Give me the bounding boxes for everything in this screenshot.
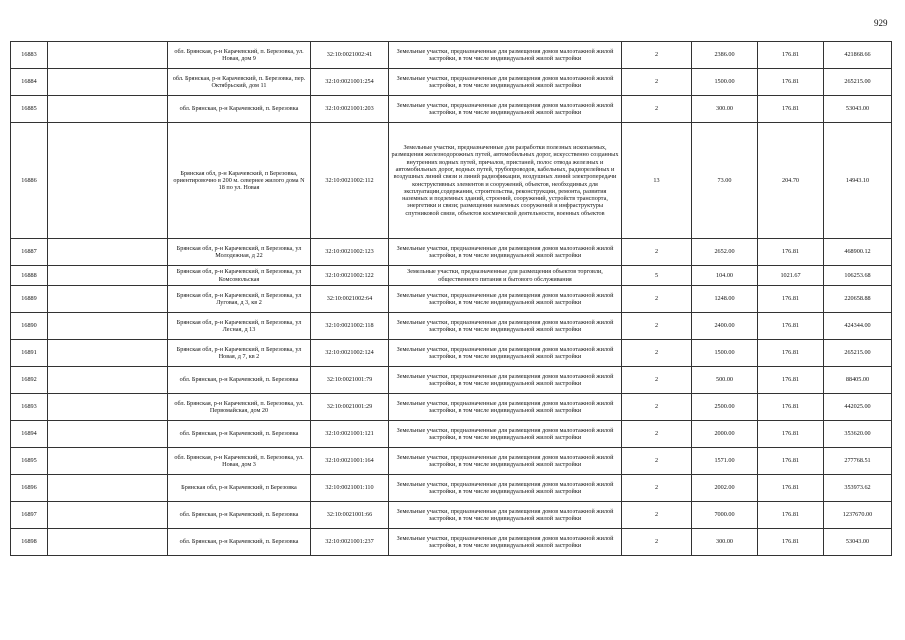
land-purpose-cell: Земельные участки, предназначенные для размещения домов малоэтажной жилой застройки, в том числе индивидуальной жилой застройки (389, 313, 622, 340)
cadastral-number-cell: 32:10:0021002:124 (311, 340, 389, 367)
address-cell: обл. Брянская, р-н Карачевский, п. Березовка (168, 96, 311, 123)
rate-cell: 204.70 (758, 123, 824, 239)
address-cell: обл. Брянская, р-н Карачевский, п. Березовка (168, 502, 311, 529)
rate-cell: 176.81 (758, 475, 824, 502)
cadastral-value-cell: 353973.62 (824, 475, 892, 502)
cadastral-number-cell: 32:10:0021001:29 (311, 394, 389, 421)
land-purpose-cell: Земельные участки, предназначенные для размещения домов малоэтажной жилой застройки, в том числе индивидуальной жилой застройки (389, 286, 622, 313)
address-cell: Брянская обл, р-н Карачевский, п Березовка (168, 475, 311, 502)
row-number: 16890 (11, 313, 48, 340)
table-row (11, 448, 892, 475)
cadastral-number-cell: 32:10:0021001:254 (311, 69, 389, 96)
address-cell: Брянская обл, р-н Карачевский, п Березовка, ул Лесная, д 13 (168, 313, 311, 340)
category-code-cell: 2 (622, 448, 692, 475)
table-row (11, 69, 892, 96)
table-row (11, 475, 892, 502)
empty-cell (48, 340, 168, 367)
land-purpose-cell: Земельные участки, предназначенные для размещения домов малоэтажной жилой застройки, в том числе индивидуальной жилой застройки (389, 448, 622, 475)
land-purpose-cell: Земельные участки, предназначенные для размещения домов малоэтажной жилой застройки, в том числе индивидуальной жилой застройки (389, 475, 622, 502)
rate-cell: 176.81 (758, 367, 824, 394)
rate-cell: 176.81 (758, 340, 824, 367)
land-purpose-cell: Земельные участки, предназначенные для размещения домов малоэтажной жилой застройки, в том числе индивидуальной жилой застройки (389, 96, 622, 123)
area-cell: 1571.00 (692, 448, 758, 475)
category-code-cell: 2 (622, 239, 692, 266)
cadastral-number-cell: 32:10:0021002:112 (311, 123, 389, 239)
row-number: 16887 (11, 239, 48, 266)
table-body (11, 42, 892, 556)
empty-cell (48, 529, 168, 556)
address-cell: обл. Брянская, р-н Карачевский, п. Березовка (168, 367, 311, 394)
cadastral-number-cell: 32:10:0021001:79 (311, 367, 389, 394)
rate-cell: 176.81 (758, 448, 824, 475)
table-row (11, 42, 892, 69)
empty-cell (48, 502, 168, 529)
rate-cell: 176.81 (758, 69, 824, 96)
category-code-cell: 2 (622, 340, 692, 367)
row-number: 16891 (11, 340, 48, 367)
area-cell: 1500.00 (692, 69, 758, 96)
empty-cell (48, 286, 168, 313)
empty-cell (48, 69, 168, 96)
table-row (11, 421, 892, 448)
row-number: 16898 (11, 529, 48, 556)
category-code-cell: 2 (622, 96, 692, 123)
land-purpose-cell: Земельные участки, предназначенные для размещения домов малоэтажной жилой застройки, в том числе индивидуальной жилой застройки (389, 42, 622, 69)
row-number: 16889 (11, 286, 48, 313)
rate-cell: 176.81 (758, 313, 824, 340)
cadastral-value-cell: 53043.00 (824, 96, 892, 123)
area-cell: 2500.00 (692, 394, 758, 421)
cadastral-number-cell: 32:10:0021001:121 (311, 421, 389, 448)
cadastral-value-cell: 53043.00 (824, 529, 892, 556)
area-cell: 300.00 (692, 529, 758, 556)
empty-cell (48, 394, 168, 421)
category-code-cell: 2 (622, 475, 692, 502)
row-number: 16893 (11, 394, 48, 421)
address-cell: обл. Брянская, р-н Карачевский, п. Березовка, ул. Новая, дом 9 (168, 42, 311, 69)
empty-cell (48, 475, 168, 502)
land-purpose-cell: Земельные участки, предназначенные для размещения домов малоэтажной жилой застройки, в том числе индивидуальной жилой застройки (389, 367, 622, 394)
cadastral-value-cell: 442025.00 (824, 394, 892, 421)
land-purpose-cell: Земельные участки, предназначенные для размещения домов малоэтажной жилой застройки, в том числе индивидуальной жилой застройки (389, 239, 622, 266)
category-code-cell: 13 (622, 123, 692, 239)
address-cell: Брянская обл, р-н Карачевский, п Березовка, ориентировочно в 200 м. севернее жилого дома N 18 по ул. Новая (168, 123, 311, 239)
rate-cell: 1021.67 (758, 266, 824, 286)
row-number: 16894 (11, 421, 48, 448)
row-number: 16885 (11, 96, 48, 123)
address-cell: обл. Брянская, р-н Карачевский, п. Березовка, ул. Первомайская, дом 20 (168, 394, 311, 421)
address-cell: обл. Брянская, р-н Карачевский, п. Березовка (168, 529, 311, 556)
empty-cell (48, 421, 168, 448)
category-code-cell: 2 (622, 394, 692, 421)
category-code-cell: 2 (622, 69, 692, 96)
table-row (11, 529, 892, 556)
rate-cell: 176.81 (758, 239, 824, 266)
rate-cell: 176.81 (758, 502, 824, 529)
cadastral-value-cell: 421868.66 (824, 42, 892, 69)
land-purpose-cell: Земельные участки, предназначенные для размещения домов малоэтажной жилой застройки, в том числе индивидуальной жилой застройки (389, 394, 622, 421)
address-cell: обл. Брянская, р-н Карачевский, п. Березовка, ул. Новая, дом 3 (168, 448, 311, 475)
row-number: 16895 (11, 448, 48, 475)
cadastral-number-cell: 32:10:0021001:110 (311, 475, 389, 502)
cadastral-number-cell: 32:10:0021001:237 (311, 529, 389, 556)
row-number: 16884 (11, 69, 48, 96)
category-code-cell: 2 (622, 529, 692, 556)
area-cell: 1500.00 (692, 340, 758, 367)
cadastral-number-cell: 32:10:0021002:64 (311, 286, 389, 313)
table-row (11, 394, 892, 421)
rate-cell: 176.81 (758, 286, 824, 313)
table-row (11, 239, 892, 266)
table-row (11, 123, 892, 239)
category-code-cell: 2 (622, 421, 692, 448)
cadastral-number-cell: 32:10:0021001:164 (311, 448, 389, 475)
cadastral-number-cell: 32:10:0021002:118 (311, 313, 389, 340)
row-number: 16896 (11, 475, 48, 502)
land-registry-table (10, 41, 892, 556)
category-code-cell: 2 (622, 42, 692, 69)
land-purpose-cell: Земельные участки, предназначенные для размещения домов малоэтажной жилой застройки, в том числе индивидуальной жилой застройки (389, 502, 622, 529)
rate-cell: 176.81 (758, 529, 824, 556)
cadastral-number-cell: 32:10:0021001:66 (311, 502, 389, 529)
cadastral-value-cell: 468900.12 (824, 239, 892, 266)
area-cell: 300.00 (692, 96, 758, 123)
cadastral-number-cell: 32:10:0021001:203 (311, 96, 389, 123)
cadastral-value-cell: 353620.00 (824, 421, 892, 448)
address-cell: Брянская обл, р-н Карачевский, п Березовка, ул Новая, д 7, кв 2 (168, 340, 311, 367)
rate-cell: 176.81 (758, 96, 824, 123)
address-cell: Брянская обл, р-н Карачевский, п Березовка, ул Молодежная, д 22 (168, 239, 311, 266)
rate-cell: 176.81 (758, 42, 824, 69)
category-code-cell: 5 (622, 266, 692, 286)
address-cell: обл. Брянская, р-н Карачевский, п. Березовка, пер. Октябрьский, дом 11 (168, 69, 311, 96)
cadastral-value-cell: 106253.68 (824, 266, 892, 286)
land-purpose-cell: Земельные участки, предназначенные для разработки полезных ископаемых, размещения железнодорожных путей, автомобильных дорог, искусственно созданных внутренних водных путей, причалов, пристаней, полос отвода железных и автомобильных дорог, водных путей, трубопроводов, кабельных, радиорелейных и воздушных линий связи и линий радиофикации, воздушных линий электропередачи конструктивных элементов и сооружений, объектов, необходимых для эксплуатации,содержания, строительства, реконструкции, ремонта, развития наземных и подземных зданий, строений, сооружений, устройств транспорта, энергетики и связи; размещения наземных сооружений и инфраструктуры спутниковой связи, объектов космической деятельности, военных объектов (389, 123, 622, 239)
rate-cell: 176.81 (758, 421, 824, 448)
area-cell: 2000.00 (692, 421, 758, 448)
area-cell: 1248.00 (692, 286, 758, 313)
category-code-cell: 2 (622, 502, 692, 529)
address-cell: обл. Брянская, р-н Карачевский, п. Березовка (168, 421, 311, 448)
empty-cell (48, 96, 168, 123)
empty-cell (48, 42, 168, 69)
category-code-cell: 2 (622, 286, 692, 313)
cadastral-number-cell: 32:10:0021002:122 (311, 266, 389, 286)
table-row (11, 96, 892, 123)
cadastral-value-cell: 1237670.00 (824, 502, 892, 529)
row-number: 16883 (11, 42, 48, 69)
cadastral-value-cell: 220658.88 (824, 286, 892, 313)
cadastral-number-cell: 32:10:0021002:123 (311, 239, 389, 266)
table-row (11, 313, 892, 340)
land-purpose-cell: Земельные участки, предназначенные для размещения домов малоэтажной жилой застройки, в том числе индивидуальной жилой застройки (389, 529, 622, 556)
area-cell: 73.00 (692, 123, 758, 239)
empty-cell (48, 123, 168, 239)
area-cell: 104.00 (692, 266, 758, 286)
empty-cell (48, 313, 168, 340)
area-cell: 2386.00 (692, 42, 758, 69)
table-row (11, 340, 892, 367)
row-number: 16888 (11, 266, 48, 286)
area-cell: 7000.00 (692, 502, 758, 529)
cadastral-value-cell: 265215.00 (824, 340, 892, 367)
page-number: 929 (874, 18, 888, 28)
empty-cell (48, 239, 168, 266)
land-purpose-cell: Земельные участки, предназначенные для размещения объектов торговли, общественного питания и бытового обслуживания (389, 266, 622, 286)
row-number: 16892 (11, 367, 48, 394)
land-purpose-cell: Земельные участки, предназначенные для размещения домов малоэтажной жилой застройки, в том числе индивидуальной жилой застройки (389, 421, 622, 448)
category-code-cell: 2 (622, 313, 692, 340)
address-cell: Брянская обл, р-н Карачевский, п Березовка, ул Комсомольская (168, 266, 311, 286)
address-cell: Брянская обл, р-н Карачевский, п Березовка, ул Луговая, д 3, кв 2 (168, 286, 311, 313)
table-row (11, 367, 892, 394)
cadastral-value-cell: 277768.51 (824, 448, 892, 475)
cadastral-value-cell: 14943.10 (824, 123, 892, 239)
table-row (11, 502, 892, 529)
empty-cell (48, 266, 168, 286)
table-row (11, 286, 892, 313)
area-cell: 2652.00 (692, 239, 758, 266)
area-cell: 2002.00 (692, 475, 758, 502)
area-cell: 2400.00 (692, 313, 758, 340)
land-purpose-cell: Земельные участки, предназначенные для размещения домов малоэтажной жилой застройки, в том числе индивидуальной жилой застройки (389, 69, 622, 96)
land-purpose-cell: Земельные участки, предназначенные для размещения домов малоэтажной жилой застройки, в том числе индивидуальной жилой застройки (389, 340, 622, 367)
cadastral-value-cell: 424344.00 (824, 313, 892, 340)
cadastral-value-cell: 88405.00 (824, 367, 892, 394)
cadastral-value-cell: 265215.00 (824, 69, 892, 96)
area-cell: 500.00 (692, 367, 758, 394)
row-number: 16886 (11, 123, 48, 239)
rate-cell: 176.81 (758, 394, 824, 421)
empty-cell (48, 367, 168, 394)
empty-cell (48, 448, 168, 475)
category-code-cell: 2 (622, 367, 692, 394)
table-row (11, 266, 892, 286)
cadastral-number-cell: 32:10:0021002:41 (311, 42, 389, 69)
row-number: 16897 (11, 502, 48, 529)
